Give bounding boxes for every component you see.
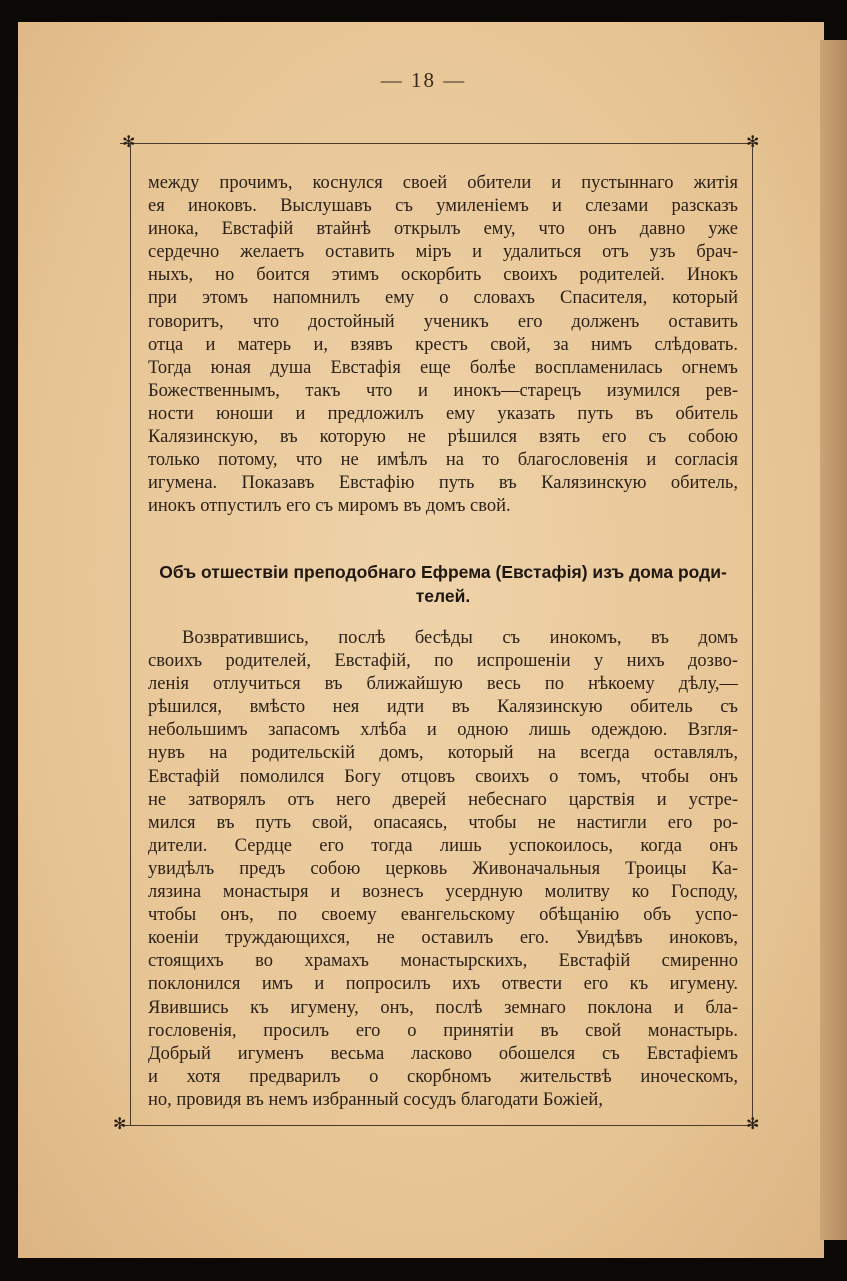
text-line: коеніи труждающихся, не оставилъ его. Увидѣвъ иноковъ, — [148, 928, 738, 949]
text-line: дители. Сердце его тогда лишь успокоилось, когда онъ — [148, 835, 738, 856]
text-line: Тогда юная душа Евстафія еще болѣе воспламенилась огнемъ — [148, 357, 738, 378]
section-heading — [148, 560, 738, 608]
text-line: только потому, что не имѣлъ на то благословенія и согласія — [148, 450, 738, 471]
text-line: мился въ путь свой, опасаясь, чтобы не настигли его ро- — [148, 812, 738, 833]
page-number: — 18 — — [380, 68, 467, 92]
text-line: между прочимъ, коснулся своей обители и пустыннаго житія — [148, 173, 738, 193]
text-line: поклонился имъ и попросилъ ихъ отвести его къ игумену. — [148, 974, 738, 995]
next-page-edge — [820, 40, 847, 1240]
text-line: Евстафій помолился Богу отцовъ своихъ о томъ, чтобы онъ — [148, 766, 738, 787]
ornament-top-right-icon: ✻ — [746, 134, 760, 151]
heading-line: Объ отшествіи преподобнаго Ефрема (Евстафія) изъ дома роди- — [159, 562, 727, 582]
text-line: Явившись къ игумену, онъ, послѣ земнаго поклона и бла- — [148, 997, 738, 1018]
ornament-bottom-right-icon: ✻ — [746, 1116, 760, 1133]
text-line: отца и матерь и, взявъ крестъ свой, за нимъ слѣдовать. — [148, 334, 738, 355]
frame-bottom-rule — [120, 1125, 756, 1126]
text-line: Добрый игуменъ весьма ласково обошелся съ Евстафіемъ — [148, 1043, 738, 1064]
text-line: Калязинскую, въ которую не рѣшился взять его съ собою — [148, 427, 738, 448]
text-line: увидѣлъ предъ собою церковь Живоначальныя Троицы Ка- — [148, 858, 738, 879]
text-line: гословенія, просилъ его о принятіи въ свой монастырь. — [148, 1020, 738, 1041]
heading-line: телей. — [415, 586, 471, 606]
text-line: и хотя предварилъ о скорбномъ жительствѣ иноческомъ, — [148, 1066, 738, 1087]
frame-right-rule — [752, 143, 753, 1125]
text-line: Возвратившись, послѣ бесѣды съ инокомъ, въ домъ — [182, 628, 738, 648]
paragraph-1 — [148, 172, 738, 518]
text-line: нувъ на родительскій домъ, который на всегда оставлялъ, — [148, 743, 738, 764]
text-line: чтобы онъ, по своему евангельскому обѣщанію объ успо- — [148, 905, 738, 926]
text-line: ея иноковъ. Выслушавъ съ умиленіемъ и слезами разсказъ — [148, 196, 738, 217]
text-line: но, провидя въ немъ избранный сосудъ благодати Божіей, — [148, 1089, 603, 1110]
text-line: инокъ отпустилъ его съ миромъ въ домъ свой. — [148, 496, 511, 517]
ornament-bottom-left-icon: ✻ — [113, 1116, 127, 1133]
text-line: ныхъ, но боится этимъ оскорбить своихъ родителей. Инокъ — [148, 265, 738, 286]
text-line: стоящихъ во храмахъ монастырскихъ, Евстафій смиренно — [148, 951, 738, 972]
paragraph-2 — [148, 627, 738, 1112]
text-line: инока, Евстафій втайнѣ открылъ ему, что онъ давно уже — [148, 219, 738, 240]
text-line: Божественнымъ, такъ что и инокъ—старецъ изумился рев- — [148, 380, 738, 401]
text-line: говоритъ, что достойный ученикъ его долженъ оставить — [148, 311, 738, 332]
text-line: ленія отлучиться въ ближайшую весь по нѣкоему дѣлу,— — [148, 674, 738, 695]
frame-left-rule — [130, 143, 131, 1125]
text-line: небольшимъ запасомъ хлѣба и одною лишь одеждою. Взгля- — [148, 720, 738, 741]
text-line: своихъ родителей, Евстафій, по испрошеніи у нихъ дозво- — [148, 651, 738, 672]
frame-top-rule — [120, 143, 756, 144]
text-line: игумена. Показавъ Евстафію путь въ Калязинскую обитель, — [148, 473, 738, 494]
text-line: ности юноши и предложилъ ему указать путь въ обитель — [148, 403, 738, 424]
ornament-top-left-icon: ✻ — [122, 134, 136, 151]
text-line: не затворялъ отъ него дверей небеснаго царствія и устре- — [148, 789, 738, 810]
text-line: лязина монастыря и вознесъ усердную молитву ко Господу, — [148, 882, 738, 903]
text-line: рѣшился, вмѣсто нея идти въ Калязинскую обитель съ — [148, 697, 738, 718]
text-line: при этомъ напомнилъ ему о словахъ Спасителя, который — [148, 288, 738, 309]
text-line: сердечно желаетъ оставить міръ и удалиться отъ узъ брач- — [148, 242, 738, 263]
